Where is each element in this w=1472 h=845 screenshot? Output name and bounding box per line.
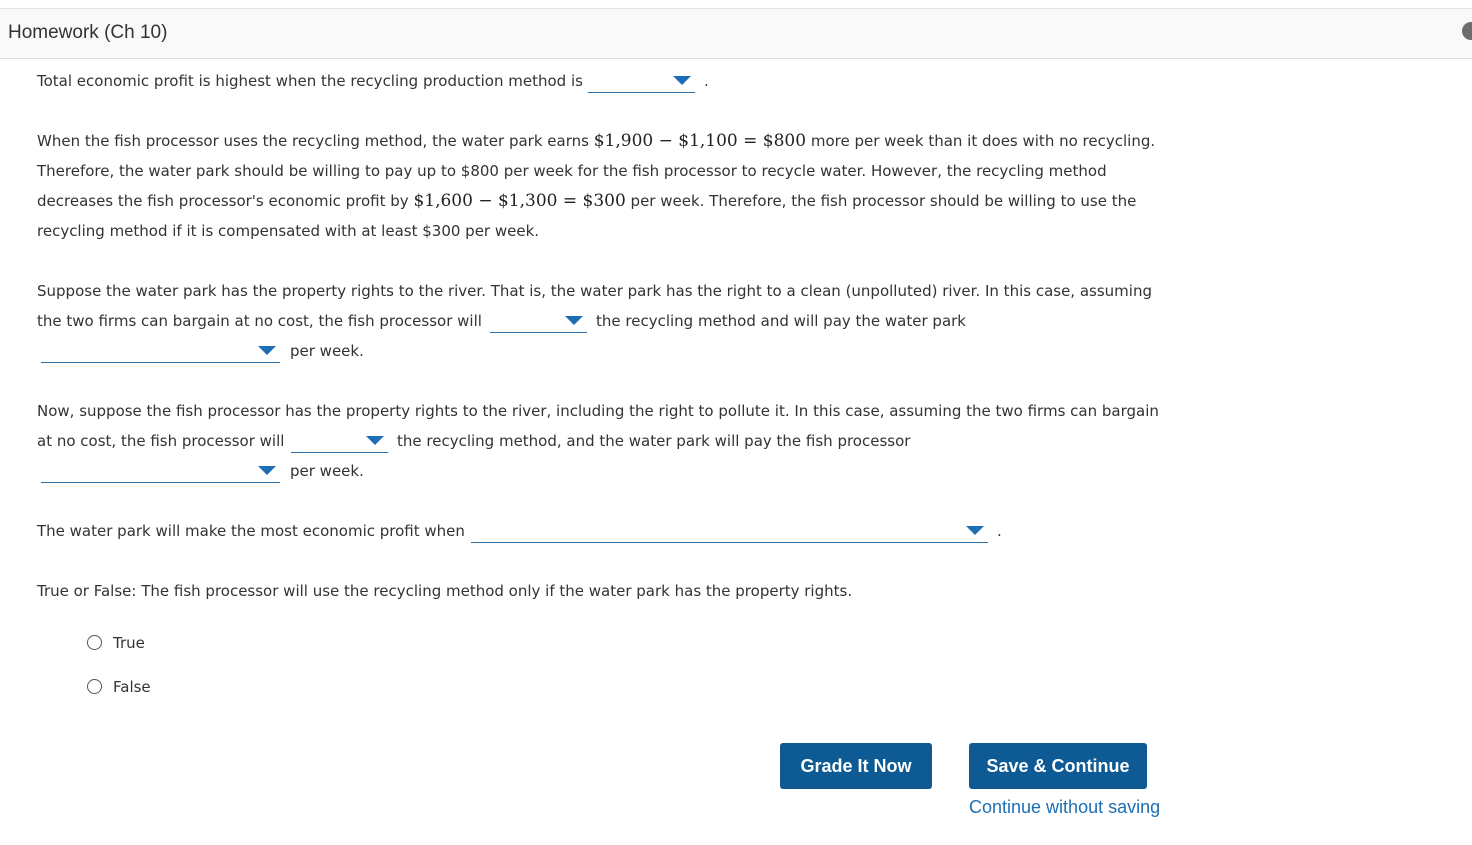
radio-label-true: True <box>113 634 145 652</box>
explanation-math-1: $1,900 − $1,100 = $800 <box>593 131 807 151</box>
chevron-down-icon <box>673 76 691 85</box>
q3-line-2-b: the recycling method, and the water park will pay the fish processor <box>397 432 911 450</box>
grade-it-now-button[interactable]: Grade It Now <box>780 743 932 789</box>
assignment-header <box>0 9 1472 59</box>
q3-line-1: Now, suppose the fish processor has the property rights to the river, including the right to pollute it. In this case, assuming the two firms can bargain <box>37 402 1159 420</box>
explanation-line-2: Therefore, the water park should be willing to pay up to $800 per week for the fish processor to recycle water. However, the recycling method <box>37 162 1107 180</box>
assignment-title: Homework (Ch 10) <box>8 22 168 43</box>
explanation-math-2: $1,600 − $1,300 = $300 <box>413 191 626 211</box>
q2-line-3: per week. <box>290 342 364 360</box>
chevron-down-icon <box>366 436 384 445</box>
q1-text <box>37 66 583 96</box>
panel-toggle-icon[interactable] <box>1462 22 1472 40</box>
q1-text-after: . <box>704 72 709 90</box>
q4-text-before: The water park will make the most economic profit when <box>37 522 465 540</box>
explanation-line-4: recycling method if it is compensated with at least $300 per week. <box>37 222 540 240</box>
q2-line-2-b: the recycling method and will pay the water park <box>596 312 966 330</box>
explanation-line-3-a: decreases the fish processor's economic profit by <box>37 192 414 210</box>
q5-prompt: True or False: The fish processor will use the recycling method only if the water park has the property rights. <box>37 582 853 600</box>
q3-line-2-a: at no cost, the fish processor will <box>37 432 285 450</box>
q1-text-before: Total economic profit is highest when the recycling production method is <box>37 72 583 90</box>
explanation-line-3 <box>37 186 1136 216</box>
explanation-line-1 <box>37 126 1155 156</box>
chevron-down-icon <box>966 526 984 535</box>
chevron-down-icon <box>258 466 276 475</box>
explanation-line-1-b: more per week than it does with no recycling. <box>806 132 1156 150</box>
chevron-down-icon <box>565 316 583 325</box>
continue-without-saving-link[interactable]: Continue without saving <box>969 797 1161 817</box>
q4-dropdown[interactable] <box>471 520 988 543</box>
radio-button-icon[interactable] <box>87 635 102 650</box>
radio-label-false: False <box>113 678 151 696</box>
q2-amount-dropdown[interactable] <box>41 340 280 363</box>
q3-amount-dropdown[interactable] <box>41 460 280 483</box>
q3-action-dropdown[interactable] <box>291 430 388 453</box>
q1-dropdown[interactable] <box>588 70 695 93</box>
chevron-down-icon <box>258 346 276 355</box>
radio-button-icon[interactable] <box>87 679 102 694</box>
explanation-line-1-a: When the fish processor uses the recycling method, the water park earns <box>37 132 594 150</box>
explanation-line-3-b: per week. Therefore, the fish processor should be willing to use the <box>625 192 1137 210</box>
q2-line-2-a: the two firms can bargain at no cost, the fish processor will <box>37 312 482 330</box>
q2-line-1: Suppose the water park has the property rights to the river. That is, the water park has the right to a clean (unpolluted) river. In this case, assuming <box>37 282 1152 300</box>
q3-line-3: per week. <box>290 462 364 480</box>
q4-text-after: . <box>997 522 1002 540</box>
save-and-continue-button[interactable]: Save & Continue <box>969 743 1147 789</box>
q2-action-dropdown[interactable] <box>490 310 587 333</box>
